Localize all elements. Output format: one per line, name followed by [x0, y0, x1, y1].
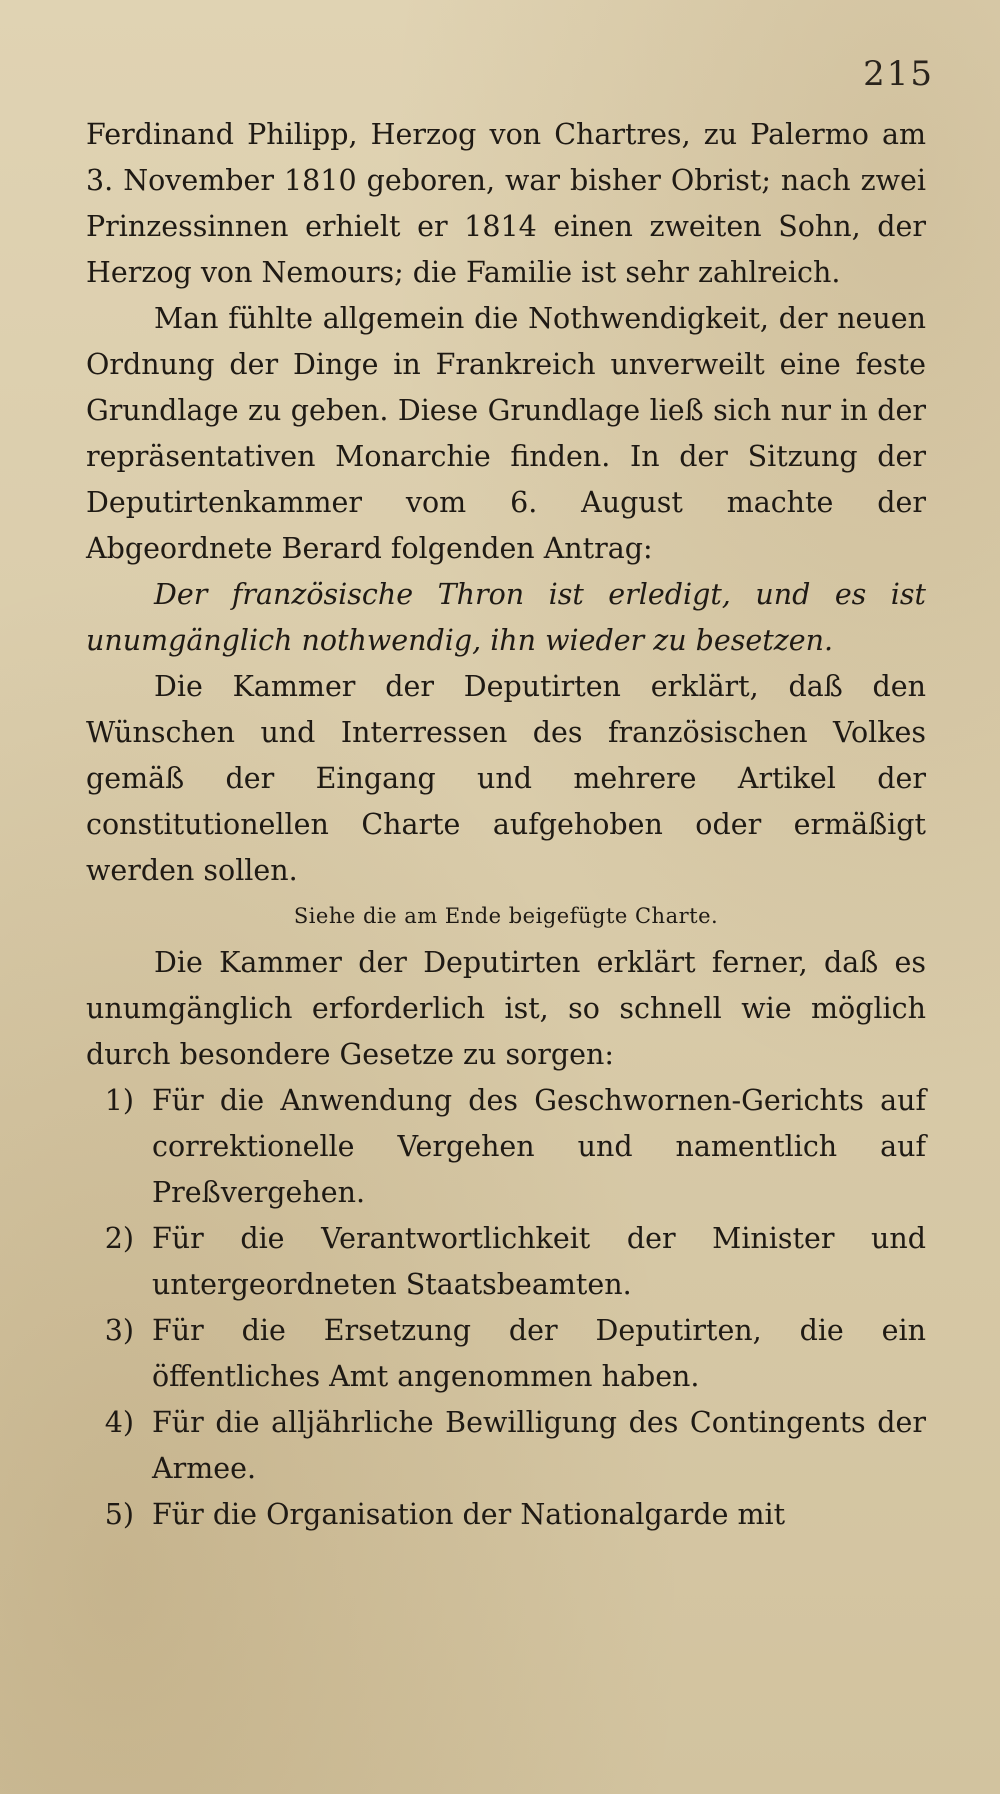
list-item-number: 1) — [104, 1084, 134, 1117]
reference-note: Siehe die am Ende beigefügte Charte. — [293, 904, 719, 928]
list-item — [86, 1078, 926, 1216]
motion-quote-throne: Der französische Thron ist erledigt, und es ist unumgänglich nothwendig, ihn wieder zu besetzen. — [86, 578, 926, 657]
list-item — [86, 1492, 926, 1538]
list-item — [86, 1216, 926, 1308]
page-number: 215 — [863, 54, 934, 94]
list-item-text: Für die Organisation der Nationalgarde mit — [152, 1498, 786, 1531]
list-item-number: 5) — [104, 1498, 134, 1531]
laws-list — [86, 1078, 926, 1538]
page-text — [86, 112, 926, 1538]
paragraph-chamber-declares: Die Kammer der Deputirten erklärt, daß den Wünschen und Interressen des französischen Volkes gemäß der Eingang und mehrere Artikel der constitutionellen Charte aufgehoben oder ermäßigt werden sollen. — [86, 670, 926, 887]
list-item — [86, 1308, 926, 1400]
list-item-number: 2) — [104, 1222, 134, 1255]
list-item-text: Für die Anwendung des Geschwornen-Gerichts auf correktionelle Vergehen und namentlich auf Preßvergehen. — [152, 1084, 926, 1209]
paragraph-new-order: Man fühlte allgemein die Nothwendigkeit, der neuen Ordnung der Dinge in Frankreich unverweilt eine feste Grundlage zu geben. Diese Grundlage ließ sich nur in der repräsentativen Monarchie finden. In der Sitzung der Deputirtenkammer vom 6. August machte der Abgeordnete Berard folgenden Antrag: — [86, 302, 926, 565]
list-item-text: Für die Verantwortlichkeit der Minister und untergeordneten Staatsbeamten. — [152, 1222, 926, 1301]
list-item-number: 4) — [104, 1406, 134, 1439]
list-item-number: 3) — [104, 1314, 134, 1347]
list-item-text: Für die Ersetzung der Deputirten, die ein öffentliches Amt angenommen haben. — [152, 1314, 926, 1393]
list-item-text: Für die alljährliche Bewilligung des Contingents der Armee. — [152, 1406, 926, 1485]
paragraph-ferdinand-philipp: Ferdinand Philipp, Herzog von Chartres, zu Palermo am 3. November 1810 geboren, war bisher Obrist; nach zwei Prinzessinnen erhielt er 1814 einen zweiten Sohn, der Herzog von Nemours; die Familie ist sehr zahlreich. — [86, 118, 926, 289]
paragraph-chamber-declares-further: Die Kammer der Deputirten erklärt ferner, daß es unumgänglich erforderlich ist, so schnell wie möglich durch besondere Gesetze zu sorgen: — [86, 946, 926, 1071]
list-item — [86, 1400, 926, 1492]
